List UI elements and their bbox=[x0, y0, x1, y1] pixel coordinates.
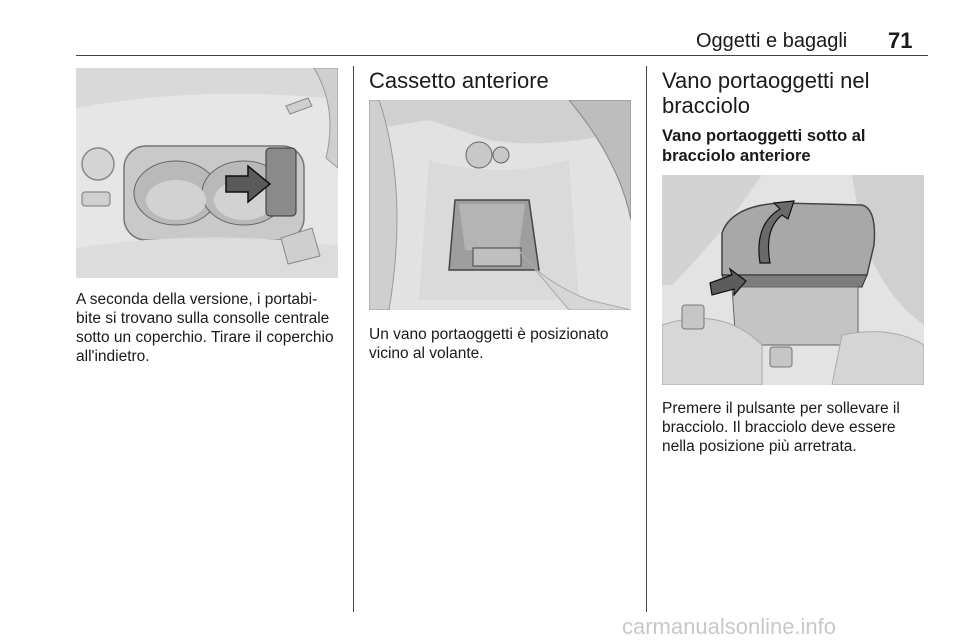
cup-holder-illustration bbox=[76, 68, 338, 278]
front-compartment-illustration bbox=[369, 100, 631, 310]
armrest-illustration bbox=[662, 175, 924, 385]
column-divider-left bbox=[353, 66, 354, 612]
column-2-paragraph: Un vano portaoggetti è posizionato vicino al volante. bbox=[369, 326, 609, 362]
header-rule bbox=[76, 55, 928, 56]
column-1-paragraph: A seconda della versione, i portabi- bite si trovano sulla consolle centrale sotto un coperchio. Tirare il coperchio all'indietro. bbox=[76, 291, 334, 365]
section-heading-vano-bracciolo: Vano portaoggetti nel bracciolo bbox=[662, 68, 870, 118]
subsection-heading-sotto-bracciolo: Vano portaoggetti sotto al bracciolo anteriore bbox=[662, 127, 866, 165]
page-header-title: Oggetti e bagagli bbox=[696, 30, 848, 52]
column-divider-right bbox=[646, 66, 647, 612]
watermark: carmanualsonline.info bbox=[622, 614, 837, 639]
section-heading-cassetto: Cassetto anteriore bbox=[369, 68, 549, 93]
page-number: 71 bbox=[888, 28, 913, 53]
column-3-paragraph: Premere il pulsante per sollevare il bracciolo. Il bracciolo deve essere nella posizione più arretrata. bbox=[662, 400, 900, 455]
